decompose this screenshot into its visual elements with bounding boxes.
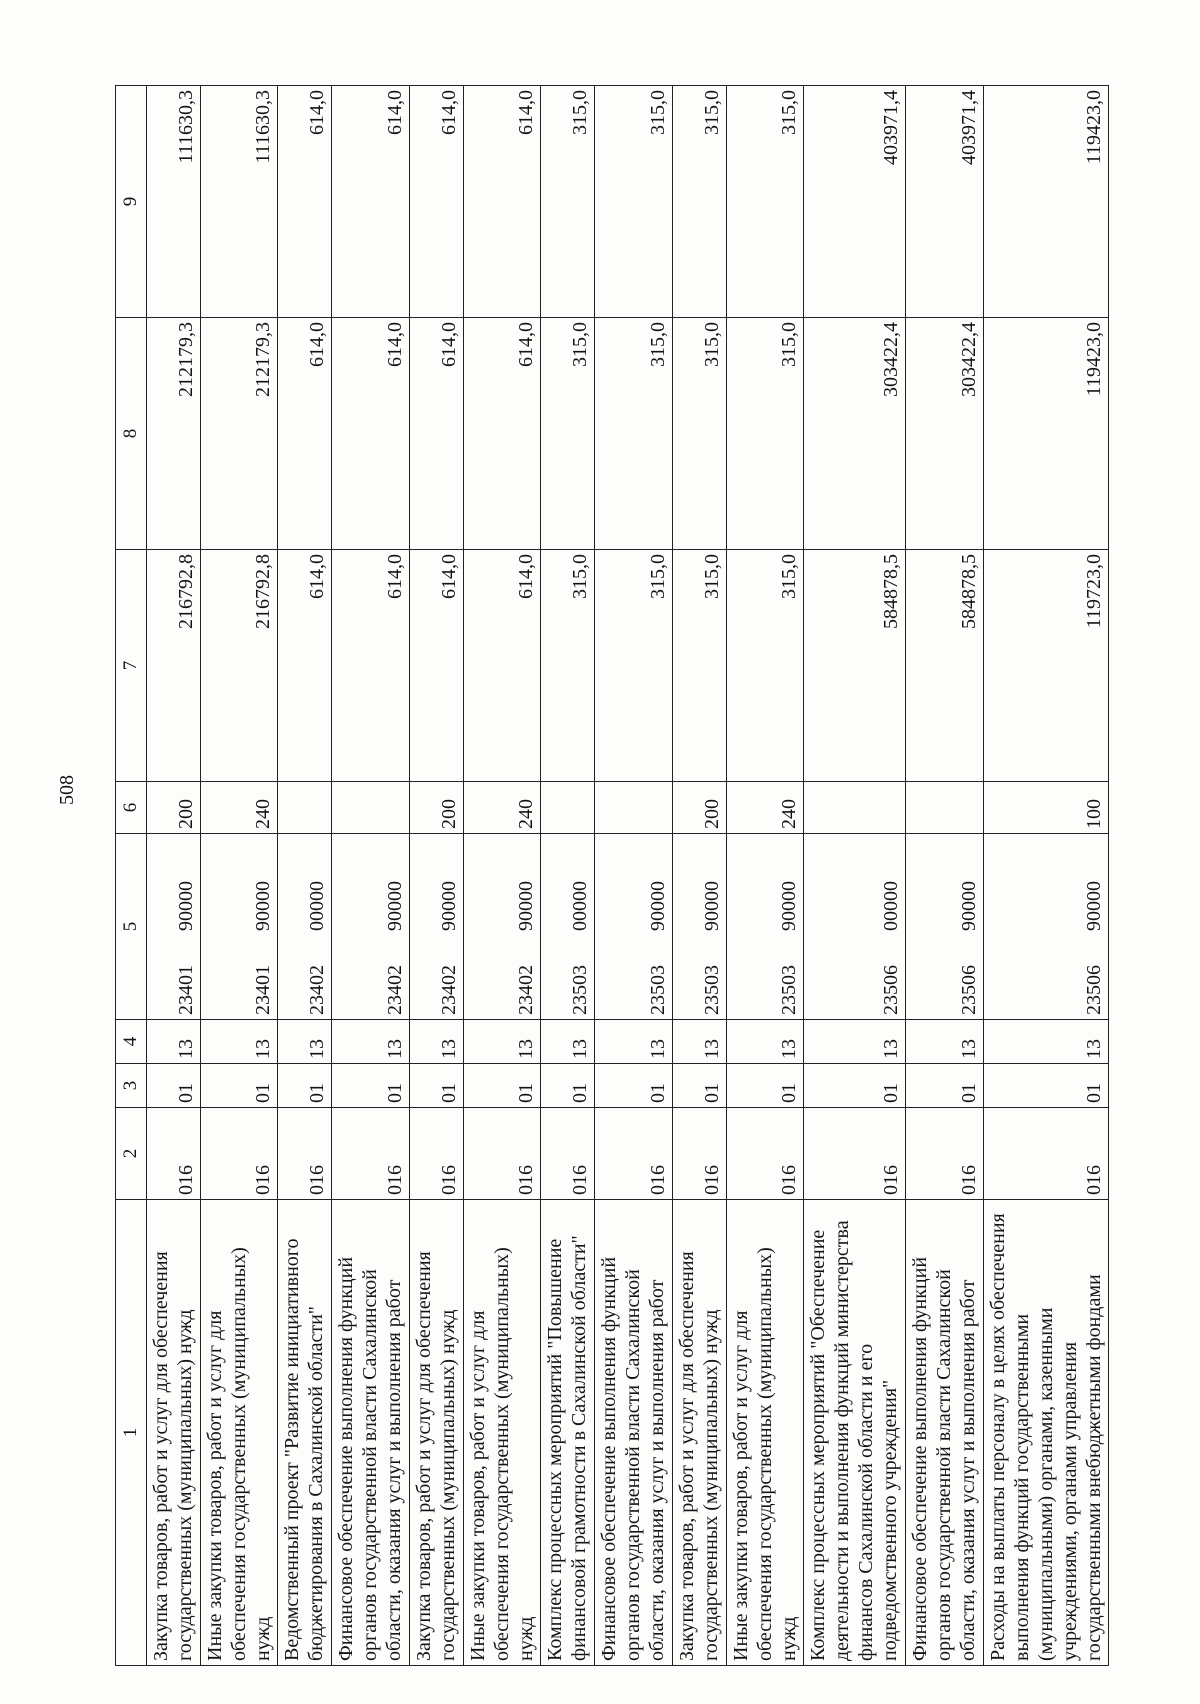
row-expense-type: 240 [201,782,278,834]
row-description: Иные закупки товаров, работ и услуг для обеспечения государственных (муниципальных) нужд [464,1200,541,1666]
row-amount-col8: 303422,4 [804,318,906,550]
row-amount-col8: 212179,3 [201,318,278,550]
column-header: 2 [116,1108,147,1200]
row-amount-col8: 315,0 [727,318,804,550]
row-amount-col7: 584878,5 [804,550,906,782]
target-article-direction: 00000 [880,881,902,931]
row-expense-type: 200 [147,782,201,834]
row-amount-col9: 403971,4 [906,86,984,318]
row-expense-type: 200 [410,782,464,834]
table-row [673,86,727,1666]
row-section-code: 01 [541,1064,595,1108]
target-article-direction: 90000 [1083,881,1105,931]
table-row [595,86,673,1666]
target-article-direction: 90000 [701,881,723,931]
target-article-program: 23503 [647,965,669,1015]
row-amount-col9: 315,0 [595,86,673,318]
budget-table-sheet [115,86,1105,1666]
target-article-direction: 90000 [515,881,537,931]
row-amount-col7: 216792,8 [147,550,201,782]
row-subsection-code: 13 [673,1020,727,1064]
budget-table [115,85,1109,1666]
column-header: 9 [116,86,147,318]
header-row [116,86,147,1666]
table-row [804,86,906,1666]
row-target-article [984,834,1109,1020]
column-header: 3 [116,1064,147,1108]
row-amount-col9: 111630,3 [201,86,278,318]
row-expense-type: 240 [464,782,541,834]
column-header: 5 [116,834,147,1020]
row-target-article [727,834,804,1020]
column-header: 4 [116,1020,147,1064]
target-article-program: 23402 [384,965,406,1015]
row-grbs-code: 016 [804,1108,906,1200]
row-target-article [673,834,727,1020]
row-amount-col8: 614,0 [332,318,410,550]
row-amount-col9: 614,0 [464,86,541,318]
target-article-program: 23402 [515,965,537,1015]
row-section-code: 01 [906,1064,984,1108]
row-amount-col8: 315,0 [541,318,595,550]
row-section-code: 01 [278,1064,332,1108]
row-expense-type [595,782,673,834]
target-article-program: 23402 [306,965,328,1015]
row-amount-col8: 315,0 [673,318,727,550]
row-amount-col7: 315,0 [673,550,727,782]
row-grbs-code: 016 [595,1108,673,1200]
column-header: 7 [116,550,147,782]
row-expense-type [906,782,984,834]
table-row [984,86,1109,1666]
row-expense-type [804,782,906,834]
row-grbs-code: 016 [673,1108,727,1200]
row-amount-col8: 212179,3 [147,318,201,550]
target-article-direction: 00000 [306,881,328,931]
column-header: 6 [116,782,147,834]
row-amount-col7: 614,0 [464,550,541,782]
row-target-article [410,834,464,1020]
row-subsection-code: 13 [804,1020,906,1064]
row-expense-type [278,782,332,834]
row-amount-col9: 614,0 [278,86,332,318]
row-section-code: 01 [984,1064,1109,1108]
row-amount-col9: 111630,3 [147,86,201,318]
row-expense-type [541,782,595,834]
row-grbs-code: 016 [541,1108,595,1200]
row-section-code: 01 [595,1064,673,1108]
target-article-program: 23402 [438,965,460,1015]
target-article-direction: 90000 [778,881,800,931]
row-description: Финансовое обеспечение выполнения функций органов государственной власти Сахалинской области, оказания услуг и выполнения работ [595,1200,673,1666]
row-target-article [278,834,332,1020]
row-target-article [595,834,673,1020]
page-number: 508 [56,775,78,805]
row-grbs-code: 016 [984,1108,1109,1200]
target-article-direction: 90000 [958,881,980,931]
target-article-program: 23506 [880,965,902,1015]
row-description: Иные закупки товаров, работ и услуг для обеспечения государственных (муниципальных) нужд [727,1200,804,1666]
row-section-code: 01 [804,1064,906,1108]
row-description: Ведомственный проект "Развитие инициативного бюджетирования в Сахалинской области" [278,1200,332,1666]
row-amount-col9: 315,0 [727,86,804,318]
row-subsection-code: 13 [147,1020,201,1064]
row-expense-type [332,782,410,834]
target-article-direction: 90000 [438,881,460,931]
row-amount-col7: 315,0 [727,550,804,782]
table-row [541,86,595,1666]
row-amount-col8: 119423,0 [984,318,1109,550]
row-amount-col7: 119723,0 [984,550,1109,782]
row-subsection-code: 13 [906,1020,984,1064]
row-expense-type: 240 [727,782,804,834]
row-description: Комплекс процессных мероприятий "Обеспечение деятельности и выполнения функций министерства финансов Сахалинской области и его подведомственного учреждения" [804,1200,906,1666]
row-amount-col9: 614,0 [410,86,464,318]
table-row [278,86,332,1666]
row-grbs-code: 016 [201,1108,278,1200]
table-row [727,86,804,1666]
row-subsection-code: 13 [332,1020,410,1064]
row-amount-col9: 403971,4 [804,86,906,318]
row-section-code: 01 [727,1064,804,1108]
column-header: 8 [116,318,147,550]
row-subsection-code: 13 [410,1020,464,1064]
row-grbs-code: 016 [147,1108,201,1200]
row-grbs-code: 016 [464,1108,541,1200]
row-subsection-code: 13 [727,1020,804,1064]
row-grbs-code: 016 [906,1108,984,1200]
row-target-article [541,834,595,1020]
row-subsection-code: 13 [595,1020,673,1064]
row-amount-col7: 614,0 [410,550,464,782]
row-expense-type: 200 [673,782,727,834]
row-description: Закупка товаров, работ и услуг для обеспечения государственных (муниципальных) нужд [147,1200,201,1666]
row-subsection-code: 13 [464,1020,541,1064]
row-section-code: 01 [147,1064,201,1108]
row-target-article [464,834,541,1020]
row-grbs-code: 016 [332,1108,410,1200]
table-row [464,86,541,1666]
row-target-article [804,834,906,1020]
table-body [116,86,1109,1666]
row-grbs-code: 016 [727,1108,804,1200]
row-section-code: 01 [410,1064,464,1108]
row-amount-col7: 614,0 [278,550,332,782]
row-description: Закупка товаров, работ и услуг для обеспечения государственных (муниципальных) нужд [673,1200,727,1666]
row-subsection-code: 13 [984,1020,1109,1064]
row-subsection-code: 13 [541,1020,595,1064]
table-row [906,86,984,1666]
target-article-direction: 90000 [384,881,406,931]
row-amount-col9: 119423,0 [984,86,1109,318]
row-amount-col7: 584878,5 [906,550,984,782]
row-subsection-code: 13 [201,1020,278,1064]
target-article-program: 23506 [1083,965,1105,1015]
row-grbs-code: 016 [410,1108,464,1200]
row-section-code: 01 [332,1064,410,1108]
row-amount-col7: 614,0 [332,550,410,782]
column-header: 1 [116,1200,147,1666]
row-target-article [147,834,201,1020]
row-amount-col8: 614,0 [464,318,541,550]
row-amount-col8: 315,0 [595,318,673,550]
table-row [201,86,278,1666]
row-amount-col8: 614,0 [410,318,464,550]
row-amount-col7: 315,0 [595,550,673,782]
row-section-code: 01 [464,1064,541,1108]
table-row [410,86,464,1666]
target-article-direction: 90000 [647,881,669,931]
row-amount-col7: 216792,8 [201,550,278,782]
target-article-program: 23503 [701,965,723,1015]
row-amount-col9: 315,0 [541,86,595,318]
target-article-direction: 90000 [175,881,197,931]
row-grbs-code: 016 [278,1108,332,1200]
row-description: Комплекс процессных мероприятий "Повышение финансовой грамотности в Сахалинской области" [541,1200,595,1666]
table-row [147,86,201,1666]
target-article-program: 23503 [778,965,800,1015]
target-article-program: 23506 [958,965,980,1015]
target-article-program: 23401 [252,965,274,1015]
row-description: Иные закупки товаров, работ и услуг для обеспечения государственных (муниципальных) нужд [201,1200,278,1666]
row-subsection-code: 13 [278,1020,332,1064]
row-amount-col9: 614,0 [332,86,410,318]
row-amount-col8: 614,0 [278,318,332,550]
row-description: Финансовое обеспечение выполнения функций органов государственной власти Сахалинской области, оказания услуг и выполнения работ [332,1200,410,1666]
row-target-article [201,834,278,1020]
row-section-code: 01 [201,1064,278,1108]
target-article-direction: 90000 [252,881,274,931]
target-article-direction: 00000 [569,881,591,931]
row-target-article [906,834,984,1020]
row-description: Финансовое обеспечение выполнения функций органов государственной власти Сахалинской области, оказания услуг и выполнения работ [906,1200,984,1666]
target-article-program: 23503 [569,965,591,1015]
row-expense-type: 100 [984,782,1109,834]
row-description: Расходы на выплаты персоналу в целях обеспечения выполнения функций государственными (муниципальными) органами, казенными учреждениями, органами управления государственными внебюджетными фондами [984,1200,1109,1666]
row-amount-col7: 315,0 [541,550,595,782]
row-amount-col8: 303422,4 [906,318,984,550]
row-section-code: 01 [673,1064,727,1108]
row-amount-col9: 315,0 [673,86,727,318]
target-article-program: 23401 [175,965,197,1015]
table-row [332,86,410,1666]
row-description: Закупка товаров, работ и услуг для обеспечения государственных (муниципальных) нужд [410,1200,464,1666]
row-target-article [332,834,410,1020]
